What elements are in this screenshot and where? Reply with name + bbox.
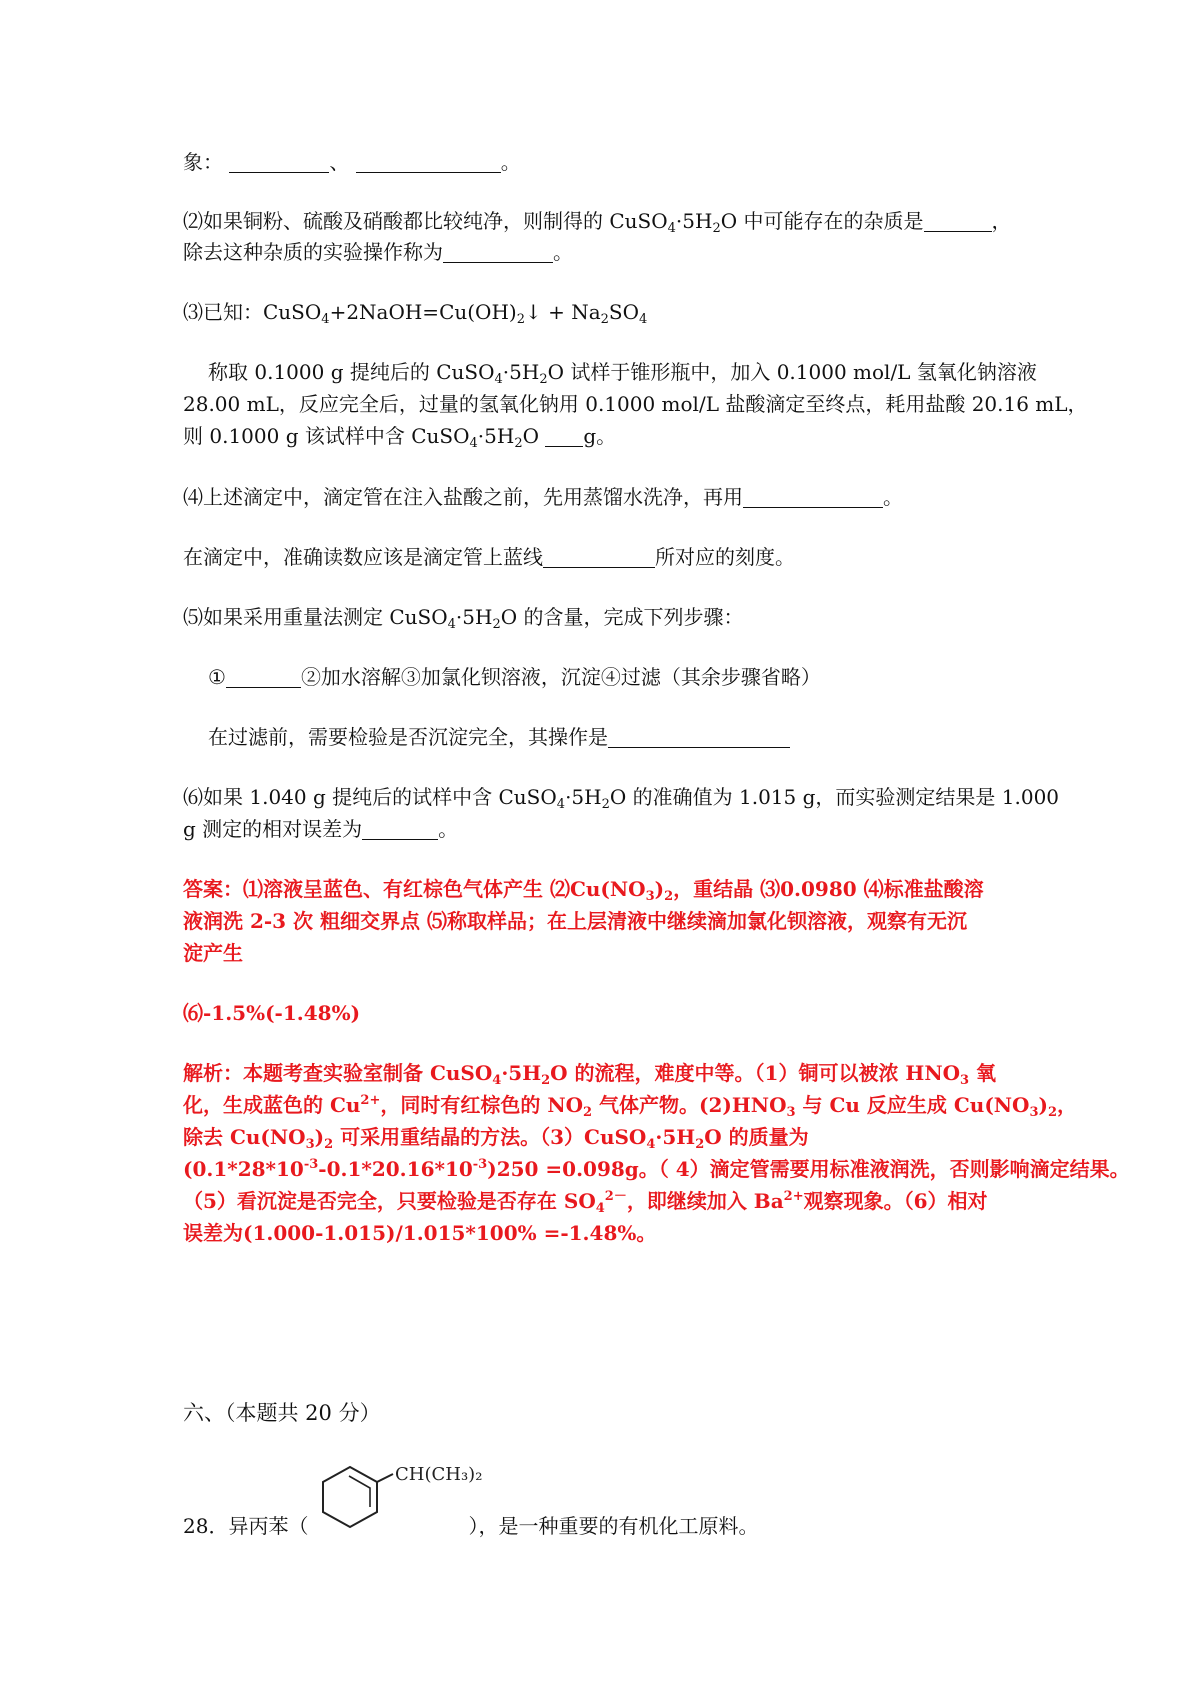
question-6-line-2: g 测定的相对误差为 。 <box>183 817 459 841</box>
answer-blank <box>356 152 501 173</box>
analysis-line-5: （5）看沉淀是否完全，只要检验是否存在 $SO_4^{2-}$，即继续加入 $Ba^{2+}$观察现象。（6）相对 <box>183 1189 988 1216</box>
answer-line-1: 答案：⑴溶液呈蓝色、有红棕色气体产生 $⑵Cu(NO_3)_2$，重结晶 ⑶0.0980 ⑷标准盐酸溶 <box>183 877 984 904</box>
answer-blank <box>443 242 553 263</box>
answer-line-4: ⑹-1.5%(-1.48%) <box>183 1001 361 1025</box>
question-2-line-2: 除去这种杂质的实验操作称为 。 <box>183 240 573 264</box>
answer-blank <box>543 547 655 568</box>
analysis-line-4: $(0.1*28*10^{-3}-0.1*20.16*10^{-3})250 =0.098g$。（ 4）滴定管需要用标准液润洗，否则影响滴定结果。 <box>183 1157 1130 1181</box>
question-3-line-1: 称取 0.1000 g 提纯后的 $CuSO_4\cdot 5H_2O$ 试样于锥形瓶中，加入 0.1000 mol/L 氢氧化钠溶液 <box>208 360 1037 387</box>
answer-blank <box>362 819 438 840</box>
question-5-line-3: 在过滤前，需要检验是否沉淀完全，其操作是 <box>208 721 790 753</box>
question-2-line-1: ⑵如果铜粉、硫酸及硝酸都比较纯净，则制得的 $CuSO_4\cdot 5H_2O$ 中可能存在的杂质是 ， <box>183 209 1012 236</box>
answer-blank <box>743 487 883 508</box>
answer-line-3: 淀产生 <box>183 941 243 965</box>
substituent-label: CH(CH₃)₂ <box>395 1464 483 1485</box>
answer-blank <box>924 211 992 232</box>
analysis-line-1: 解析：本题考查实验室制备 $CuSO_4\cdot 5H_2O$ 的流程，难度中等。（1）铜可以被浓 $HNO_3$ 氧 <box>183 1061 997 1088</box>
question-4-line-2: 在滴定中，准确读数应该是滴定管上蓝线 所对应的刻度。 <box>183 545 795 569</box>
question-3-line-3: 则 0.1000 g 该试样中含 $CuSO_4\cdot 5H_2O$ g。 <box>183 424 617 451</box>
analysis-line-6: 误差为(1.000-1.015)/1.015*100% =-1.48%。 <box>183 1221 657 1245</box>
question-5-line-2: ① ②加水溶解③加氯化钡溶液，沉淀④过滤（其余步骤省略） <box>208 665 821 689</box>
section-heading: 六、（本题共 20 分） <box>183 1401 381 1425</box>
answer-blank <box>229 152 329 173</box>
analysis-line-2: 化，生成蓝色的 $Cu^{2+}$，同时有红棕色的 $NO_2$ 气体产物。$(2)HNO_3$ 与 Cu 反应生成 $Cu(NO_3)_2$， <box>183 1093 1078 1120</box>
answer-blank <box>226 667 301 688</box>
question-3-line-2: 28.00 mL，反应完全后，过量的氢氧化钠用 0.1000 mol/L 盐酸滴定至终点，耗用盐酸 20.16 mL， <box>183 392 1088 416</box>
question-4-line-1: ⑷上述滴定中，滴定管在注入盐酸之前，先用蒸馏水洗净，再用 。 <box>183 485 903 509</box>
answer-blank <box>545 426 583 447</box>
question-6-line-1: ⑹如果 1.040 g 提纯后的试样中含 $CuSO_4\cdot 5H_2O$ 的准确值为 1.015 g，而实验测定结果是 1.000 <box>183 785 1060 812</box>
answer-blank <box>608 727 790 748</box>
question-3-equation: ⑶已知：$CuSO_4+2NaOH=Cu(OH)_2↓ + Na_2SO_4$ <box>183 300 648 327</box>
question-5-line-1: ⑸如果采用重量法测定 $CuSO_4\cdot 5H_2O$ 的含量，完成下列步骤： <box>183 605 744 632</box>
question-28: 28．异丙苯（ ），是一种重要的有机化工原料。 <box>183 1514 759 1538</box>
analysis-line-3: 除去 $Cu(NO_3)_2$ 可采用重结晶的方法。$(3)CuSO_4\cdot 5H_2O$ 的质量为 <box>183 1125 809 1152</box>
answer-line-2: 液润洗 2-3 次 粗细交界点 ⑸称取样品；在上层清液中继续滴加氯化钡溶液，观察有无沉 <box>183 909 967 933</box>
question-line-1: 象： 、 。 <box>183 150 521 174</box>
